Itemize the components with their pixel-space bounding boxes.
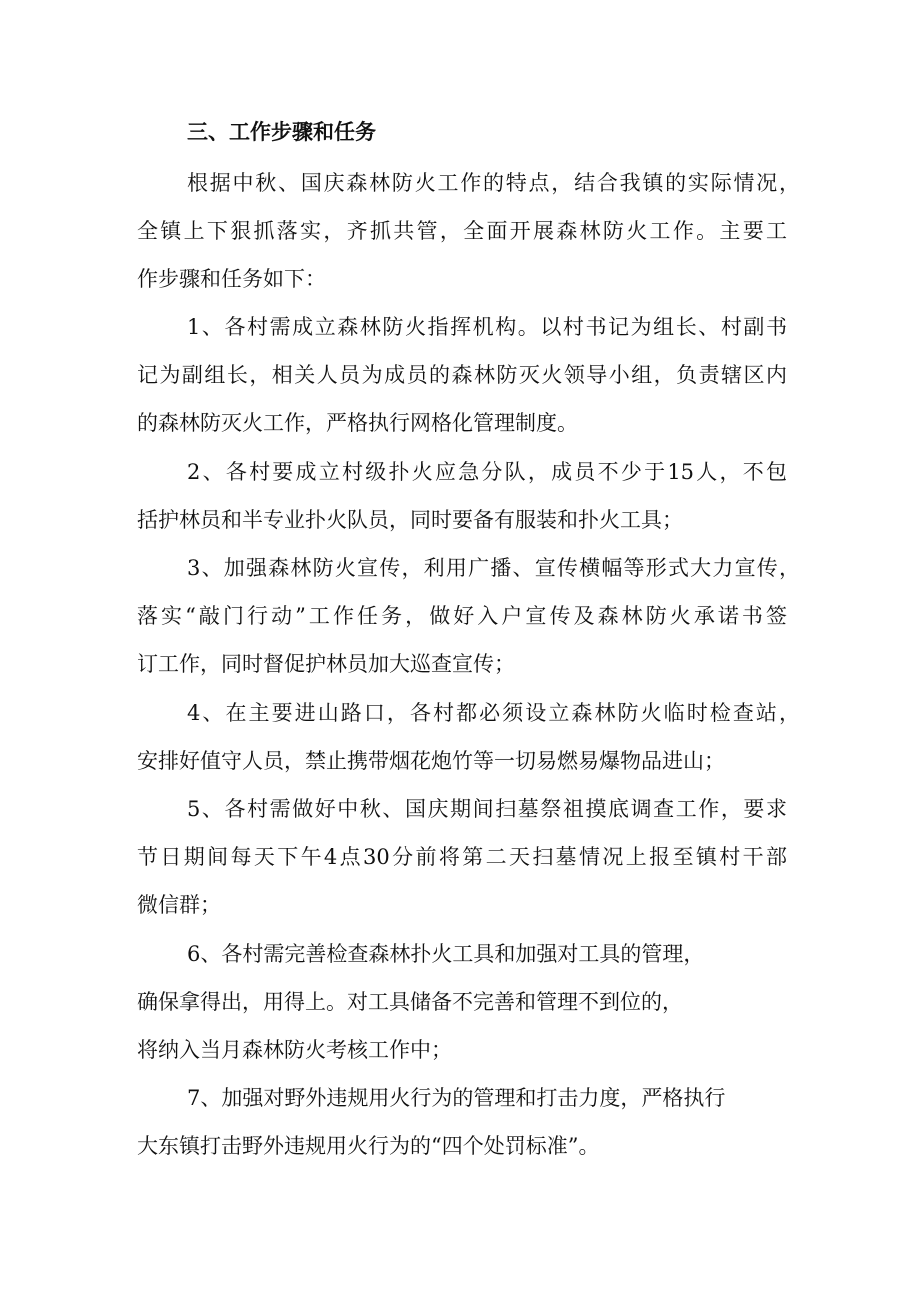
paragraph-line: 根据中秋、国庆森林防火工作的特点，结合我镇的实际情况， [187,171,800,195]
paragraph-line: 1、各村需成立森林防火指挥机构。以村书记为组长、村副书 [187,315,787,339]
paragraph-line: 确保拿得出，用得上。对工具储备不完善和管理不到位的， [137,990,683,1014]
paragraph-line: 4、在主要进山路口，各村都必须设立森林防火临时检查站， [187,701,800,725]
paragraph-line: 全镇上下狠抓落实，齐抓共管，全面开展森林防火工作。主要工 [137,219,787,243]
paragraph-line: 3、加强森林防火宣传，利用广播、宣传横幅等形式大力宣传， [187,556,800,580]
paragraph-line: 节日期间每天下午4点30分前将第二天扫墓情况上报至镇村干部 [137,845,787,869]
paragraph-line: 安排好值守人员，禁止携带烟花炮竹等一切易燃易爆物品进山； [137,749,725,773]
paragraph-line: 订工作，同时督促护林员加大巡查宣传； [137,652,515,676]
paragraph-line: 作步骤和任务如下： [137,267,326,291]
paragraph-line: 落实“敲门行动”工作任务，做好入户宣传及森林防火承诺书签 [137,604,787,628]
paragraph-line: 微信群； [137,893,221,917]
paragraph-line: 将纳入当月森林防火考核工作中； [137,1038,452,1062]
paragraph-line: 括护林员和半专业扑火队员，同时要备有服装和扑火工具； [137,508,683,532]
paragraph-line: 记为副组长，相关人员为成员的森林防灭火领导小组，负责辖区内 [137,363,787,387]
paragraph-line: 2、各村要成立村级扑火应急分队，成员不少于15人，不包 [187,460,787,484]
section-heading: 三、工作步骤和任务 [187,120,376,144]
paragraph-line: 6、各村需完善检查森林扑火工具和加强对工具的管理， [187,942,705,966]
paragraph-line: 的森林防灭火工作，严格执行网格化管理制度。 [137,411,578,435]
paragraph-line: 5、各村需做好中秋、国庆期间扫墓祭祖摸底调查工作，要求 [187,797,787,821]
paragraph-line: 7、加强对野外违规用火行为的管理和打击力度，严格执行 [187,1086,726,1110]
paragraph-line: 大东镇打击野外违规用火行为的“四个处罚标准”。 [137,1134,600,1158]
